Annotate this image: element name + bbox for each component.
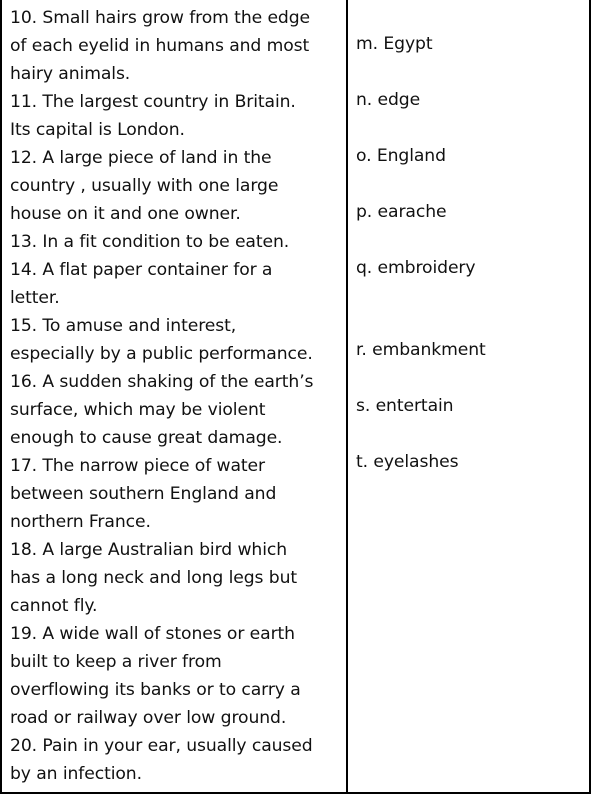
- option-n: n. edge: [356, 90, 421, 110]
- option-r: r. embankment: [356, 340, 486, 360]
- option-t: t. eyelashes: [356, 452, 459, 472]
- option-q: q. embroidery: [356, 258, 476, 278]
- definition-18: 18. A large Australian bird which has a long neck and long legs but cannot fly.: [10, 540, 298, 616]
- option-s: s. entertain: [356, 396, 454, 416]
- definition-16: 16. A sudden shaking of the earth’s surface, which may be violent enough to cause great damage.: [10, 372, 314, 448]
- definition-13: 13. In a fit condition to be eaten.: [10, 232, 290, 252]
- option-m: m. Egypt: [356, 34, 433, 54]
- definition-14: 14. A flat paper container for a letter.: [10, 260, 273, 308]
- column-divider: [346, 0, 348, 794]
- option-o: o. England: [356, 146, 446, 166]
- option-p: p. earache: [356, 202, 447, 222]
- definition-17: 17. The narrow piece of water between southern England and northern France.: [10, 456, 277, 532]
- definitions-column: [10, 4, 342, 788]
- definition-12: 12. A large piece of land in the country , usually with one large house on it and one owner.: [10, 148, 279, 224]
- definition-10: 10. Small hairs grow from the edge of each eyelid in humans and most hairy animals.: [10, 8, 311, 84]
- definition-20: 20. Pain in your ear, usually caused by an infection.: [10, 736, 313, 784]
- definition-19: 19. A wide wall of stones or earth built to keep a river from overflowing its banks or to carry a road or railway over low ground.: [10, 624, 301, 728]
- table-border-left: [0, 0, 2, 794]
- definition-11: 11. The largest country in Britain. Its capital is London.: [10, 92, 296, 140]
- definition-15: 15. To amuse and interest, especially by a public performance.: [10, 316, 313, 364]
